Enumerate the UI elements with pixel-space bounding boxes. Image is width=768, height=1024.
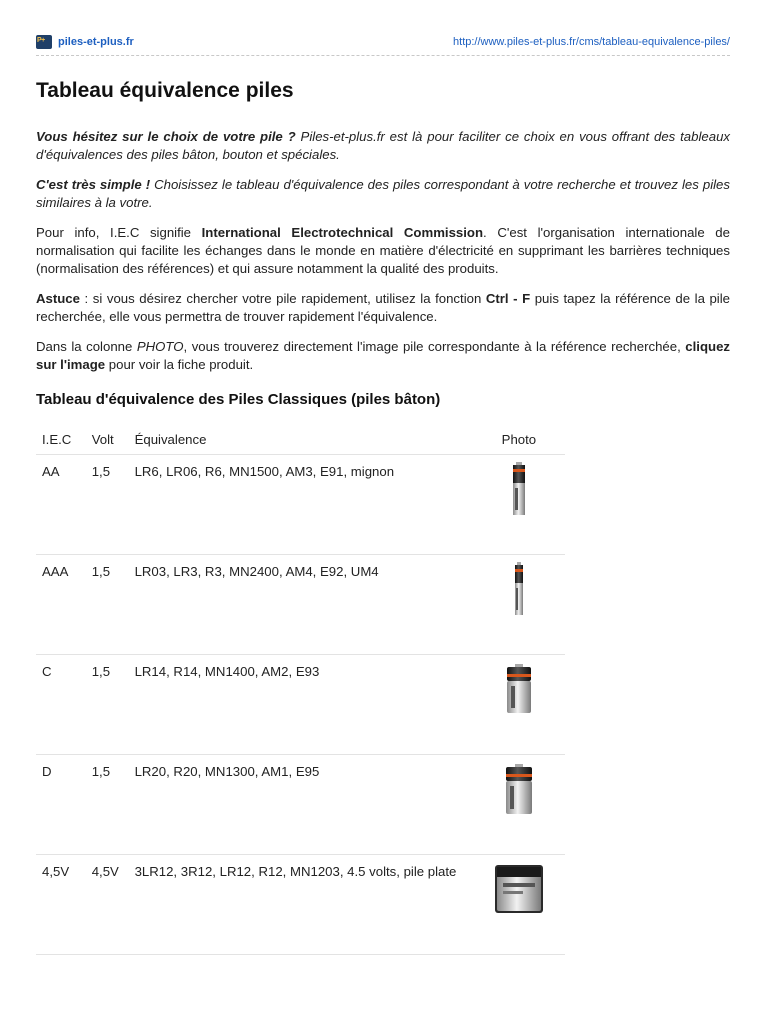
- cell-equivalence: LR14, R14, MN1400, AM2, E93: [129, 655, 473, 755]
- cell-equivalence: LR6, LR06, R6, MN1500, AM3, E91, mignon: [129, 455, 473, 555]
- tip-text-end: puis tapez la référence de la pile recherchée, elle vous permettra de trouver rapidement l'équivalence.: [36, 291, 730, 324]
- iec-text-start: Pour info, I.E.C signifie: [36, 225, 202, 240]
- intro-content: [36, 128, 730, 386]
- cell-iec: 4,5V: [36, 855, 86, 955]
- section-classic: [36, 391, 440, 408]
- battery-aa-icon[interactable]: [507, 461, 531, 517]
- site-logo-text: P+: [37, 37, 45, 44]
- simple-heading: C'est très simple !: [36, 177, 151, 192]
- intro-paragraph-photo: [36, 338, 730, 374]
- tip-text-start: : si vous désirez chercher votre pile rapidement, utilisez la fonction: [79, 291, 486, 306]
- cell-photo: [473, 655, 565, 755]
- battery-c-icon[interactable]: [502, 661, 536, 717]
- cell-iec: D: [36, 755, 86, 855]
- cell-iec: AAA: [36, 555, 86, 655]
- iec-text-end: . C'est l'organisation internationale de normalisation qui facilite les échanges dans le monde en matière d'électricité en supprimant les barrières techniques (normalisation des références) et qui assure notamment la qualité des produits.: [36, 225, 730, 276]
- header-volt: Volt: [91, 431, 114, 447]
- cell-volt: 4,5V: [86, 855, 129, 955]
- intro-paragraph-iec: [36, 224, 730, 278]
- header-divider: [36, 55, 730, 56]
- cell-photo: [473, 755, 565, 855]
- table-row: [36, 855, 565, 955]
- header-photo: Photo: [501, 431, 537, 447]
- cell-volt: 1,5: [86, 455, 129, 555]
- choice-text: Piles-et-plus.fr est là pour faciliter ce choix en vous offrant des tableaux d'équivalences des piles bâton, bouton et spéciales.: [36, 129, 730, 162]
- page-header: [36, 34, 730, 50]
- site-logo-icon: [36, 35, 52, 49]
- photo-click-hint: cliquez sur l'image: [36, 339, 730, 372]
- cell-volt: 1,5: [86, 755, 129, 855]
- table-header-row: [36, 424, 565, 455]
- cell-volt: 1,5: [86, 555, 129, 655]
- table-row: [36, 455, 565, 555]
- choice-question: Vous hésitez sur le choix de votre pile ?: [36, 129, 296, 144]
- site-name-link[interactable]: piles-et-plus.fr: [58, 36, 134, 48]
- site-brand[interactable]: [36, 35, 134, 49]
- table-row: [36, 655, 565, 755]
- page-url-link[interactable]: http://www.piles-et-plus.fr/cms/tableau-equivalence-piles/: [453, 36, 730, 48]
- cell-iec: C: [36, 655, 86, 755]
- intro-paragraph-simple: [36, 176, 730, 212]
- cell-equivalence: 3LR12, 3R12, LR12, R12, MN1203, 4.5 volts, pile plate: [129, 855, 473, 955]
- battery-aaa-icon[interactable]: [509, 561, 529, 617]
- table-row: [36, 555, 565, 655]
- photo-column-name: PHOTO: [136, 339, 184, 354]
- intro-paragraph-choice: [36, 128, 730, 164]
- simple-text: Choisissez le tableau d'équivalence des piles correspondant à votre recherche et trouvez les piles similaires à la votre.: [36, 177, 730, 210]
- cell-equivalence: LR03, LR3, R3, MN2400, AM4, E92, UM4: [129, 555, 473, 655]
- cell-iec: AA: [36, 455, 86, 555]
- photo-text-start: Dans la colonne: [36, 339, 137, 354]
- cell-photo: [473, 455, 565, 555]
- intro-paragraph-tip: [36, 290, 730, 326]
- photo-text-mid: , vous trouverez directement l'image pile correspondante à la référence recherchée,: [183, 339, 686, 354]
- photo-text-end: pour voir la fiche produit.: [105, 357, 254, 372]
- cell-photo: [473, 855, 565, 955]
- header-equivalence: Équivalence: [134, 431, 207, 447]
- cell-equivalence: LR20, R20, MN1300, AM1, E95: [129, 755, 473, 855]
- header-iec: I.E.C: [42, 431, 72, 447]
- cell-photo: [473, 555, 565, 655]
- tip-shortcut: Ctrl - F: [485, 291, 531, 306]
- section-title: Tableau d'équivalence des Piles Classiques (piles bâton): [36, 391, 441, 408]
- iec-full-name: International Electrotechnical Commission: [201, 225, 484, 240]
- cell-volt: 1,5: [86, 655, 129, 755]
- tip-label: Astuce: [36, 291, 80, 306]
- battery-flat-icon[interactable]: [491, 861, 547, 917]
- equivalence-table: [36, 424, 565, 955]
- page-title: Tableau équivalence piles: [36, 79, 294, 102]
- battery-d-icon[interactable]: [502, 761, 536, 817]
- table-row: [36, 755, 565, 855]
